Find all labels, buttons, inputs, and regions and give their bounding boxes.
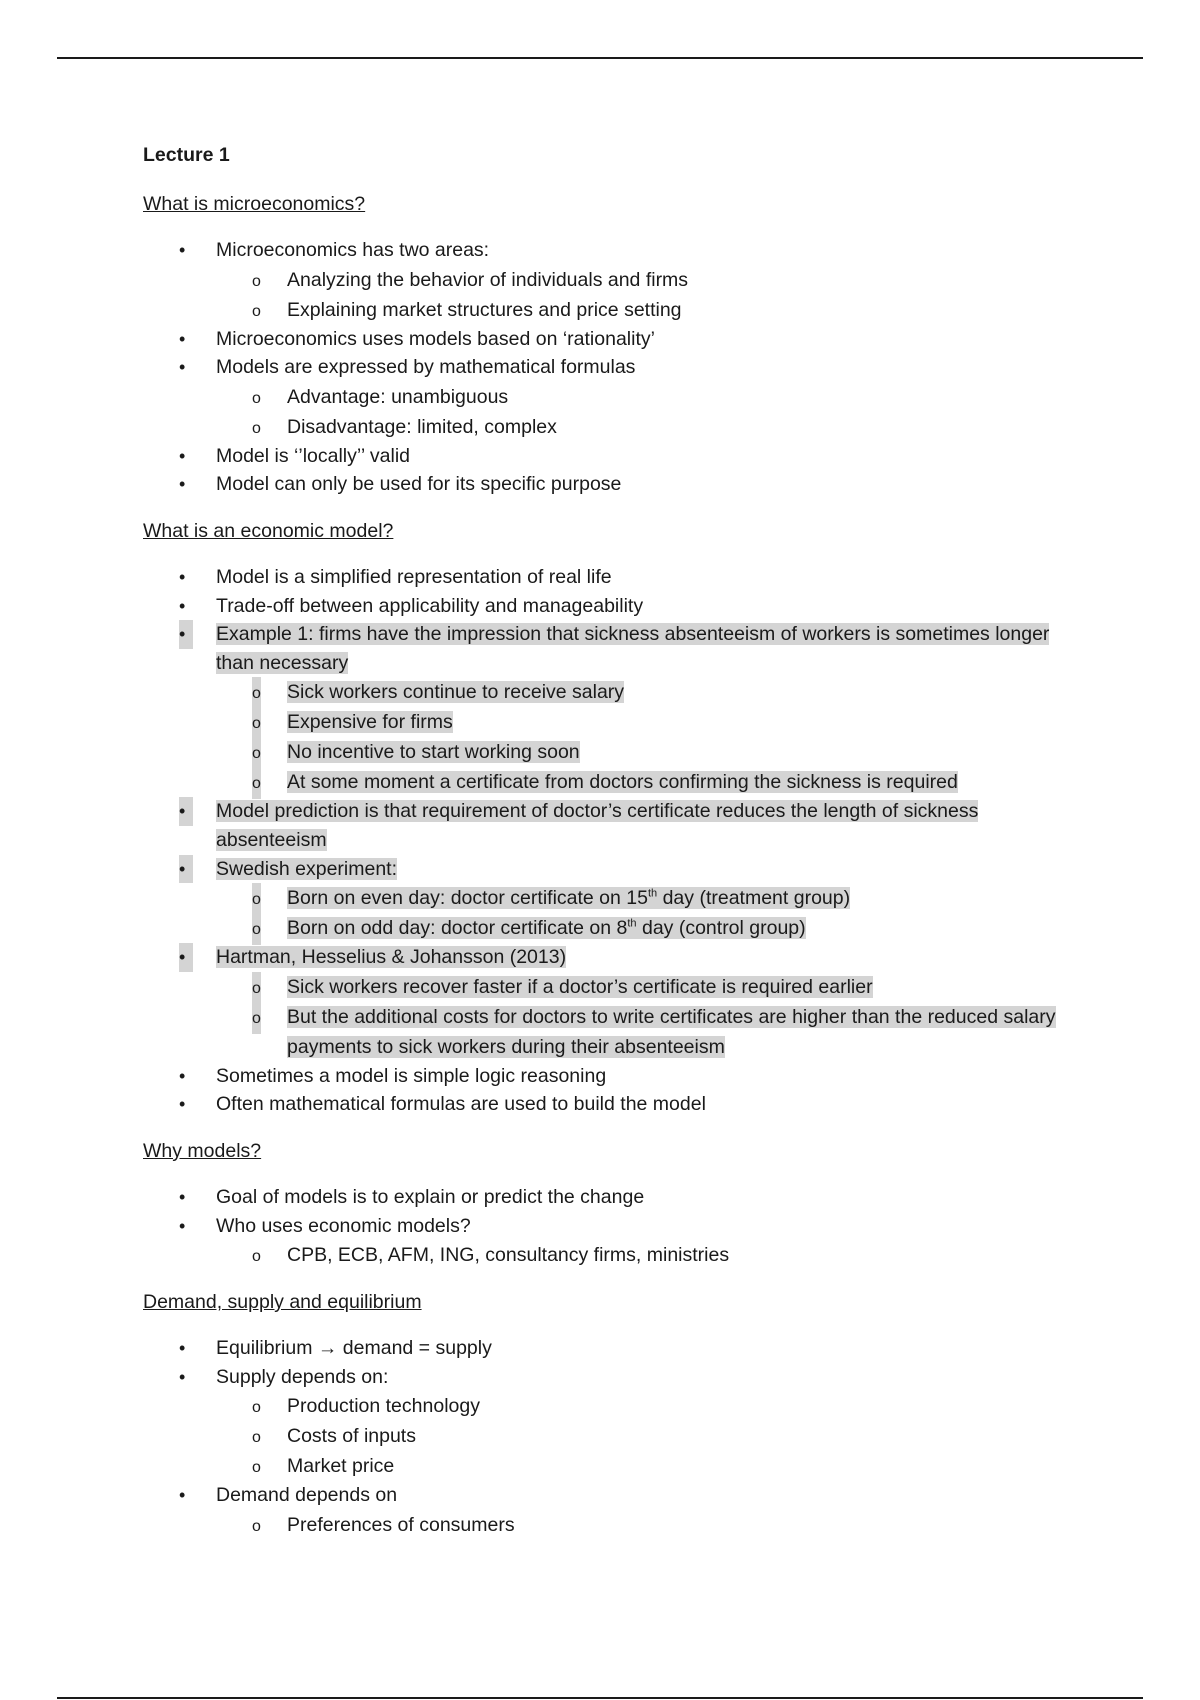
circle-bullet-icon [252, 295, 261, 327]
bullet-list [143, 1183, 1063, 1270]
list-item-highlighted: • Model prediction is that requirement of doctor’s certificate reduces the length of sickness absenteeism [143, 797, 1063, 854]
sub-list-item: o Production technology [143, 1391, 1063, 1421]
header-rule [57, 57, 1143, 59]
sub-list-item: o But the additional costs for doctors to write certificates are higher than the reduced salary payments to sick workers during their absenteeism [143, 1002, 1063, 1062]
circle-bullet-icon [252, 1391, 261, 1423]
sub-list-item: o Market price [143, 1451, 1063, 1481]
lecture-title: Lecture 1 [143, 144, 230, 166]
list-item: • Models are expressed by mathematical formulas o Advantage: unambiguous o Disadvantage: limited, complex [143, 353, 1063, 442]
bullet-icon [179, 1212, 193, 1241]
sub-list [216, 382, 1063, 442]
sub-list-item: o Sick workers recover faster if a doctor’s certificate is required earlier [143, 972, 1063, 1002]
sub-list [216, 1240, 1063, 1270]
bullet-icon [179, 1183, 193, 1212]
list-item: • Goal of models is to explain or predict the change [143, 1183, 1063, 1212]
bullet-icon [179, 236, 193, 265]
bullet-icon [179, 470, 193, 499]
sub-list-item: o No incentive to start working soon [143, 737, 1063, 767]
sub-list-item: o Advantage: unambiguous [143, 382, 1063, 412]
section-heading: What is microeconomics? [143, 193, 366, 215]
bullet-icon [179, 592, 193, 621]
circle-bullet-icon [252, 265, 261, 297]
bullet-icon [179, 620, 193, 649]
list-item: • Microeconomics uses models based on ‘rationality’ [143, 325, 1063, 354]
sub-list [216, 265, 1063, 325]
sub-list-item: o Expensive for firms [143, 707, 1063, 737]
circle-bullet-icon [252, 382, 261, 414]
bullet-icon [179, 1062, 193, 1091]
section-heading: Why models? [143, 1139, 262, 1162]
bullet-icon [179, 1090, 193, 1119]
list-item: • Sometimes a model is simple logic reasoning [143, 1062, 1063, 1091]
sub-list-item: o Explaining market structures and price setting [143, 295, 1063, 325]
list-item: • Often mathematical formulas are used to build the model [143, 1090, 1063, 1119]
sub-list [216, 677, 1063, 797]
circle-bullet-icon [252, 412, 261, 444]
circle-bullet-icon [252, 1421, 261, 1453]
sub-list-item: o Costs of inputs [143, 1421, 1063, 1451]
sub-list-item: o Preferences of consumers [143, 1510, 1063, 1540]
circle-bullet-icon [252, 1510, 261, 1542]
list-item: • Equilibrium → demand = supply [143, 1334, 1063, 1363]
circle-bullet-icon [252, 883, 261, 915]
list-item-highlighted: • Hartman, Hesselius & Johansson (2013) o Sick workers recover faster if a doctor’s certificate is required earlier o But the additional costs for doctors to write certificates are higher than the reduced salary payments to sick workers during their absenteeism [143, 943, 1063, 1062]
bullet-icon [179, 797, 193, 826]
bullet-icon [179, 943, 193, 972]
bullet-list [143, 1334, 1063, 1540]
sub-list [216, 1391, 1063, 1481]
list-item-highlighted: • Example 1: firms have the impression that sickness absenteeism of workers is sometimes longer than necessary o Sick workers continue to receive salary o Expensive for firms o No incentive to start working soon o At some moment a certificate from doctors confirming the sickness is required [143, 620, 1063, 797]
section-heading: What is an economic model? [143, 519, 394, 542]
list-item: • Model can only be used for its specific purpose [143, 470, 1063, 499]
right-arrow-icon: → [317, 1337, 338, 1360]
section-heading: Demand, supply and equilibrium [143, 1291, 422, 1314]
bullet-list [143, 563, 1063, 1119]
list-item: • Model is ‘’locally’’ valid [143, 442, 1063, 471]
sub-list-item: o Born on odd day: doctor certificate on 8th day (control group) [143, 913, 1063, 943]
sub-list-item: o Analyzing the behavior of individuals and firms [143, 265, 1063, 295]
circle-bullet-icon [252, 767, 261, 799]
sub-list [216, 972, 1063, 1062]
bullet-icon [179, 325, 193, 354]
sub-list-item: o CPB, ECB, AFM, ING, consultancy firms, ministries [143, 1240, 1063, 1270]
document-body [143, 143, 1063, 1560]
circle-bullet-icon [252, 737, 261, 769]
circle-bullet-icon [252, 1002, 261, 1034]
list-item: • Trade-off between applicability and manageability [143, 592, 1063, 621]
list-item: • Who uses economic models? o CPB, ECB, AFM, ING, consultancy firms, ministries [143, 1212, 1063, 1271]
bullet-list [143, 236, 1063, 499]
list-item-highlighted: • Swedish experiment: o Born on even day: doctor certificate on 15th day (treatment group) o Born on odd day: doctor certificate on 8th day (control group) [143, 855, 1063, 944]
bullet-icon [179, 1334, 193, 1363]
sub-list [216, 1510, 1063, 1540]
bullet-icon [179, 563, 193, 592]
sub-list-item: o Disadvantage: limited, complex [143, 412, 1063, 442]
circle-bullet-icon [252, 677, 261, 709]
circle-bullet-icon [252, 913, 261, 945]
bullet-icon [179, 442, 193, 471]
circle-bullet-icon [252, 972, 261, 1004]
circle-bullet-icon [252, 1240, 261, 1272]
bullet-icon [179, 353, 193, 382]
list-item: • Demand depends on o Preferences of consumers [143, 1481, 1063, 1540]
sub-list [216, 883, 1063, 943]
sub-list-item: o Born on even day: doctor certificate on 15th day (treatment group) [143, 883, 1063, 913]
list-item: • Microeconomics has two areas: o Analyzing the behavior of individuals and firms o Explaining market structures and price setting [143, 236, 1063, 325]
bullet-icon [179, 855, 193, 884]
footer-rule [57, 1697, 1143, 1699]
bullet-icon [179, 1363, 193, 1392]
circle-bullet-icon [252, 707, 261, 739]
bullet-icon [179, 1481, 193, 1510]
sub-list-item: o At some moment a certificate from doctors confirming the sickness is required [143, 767, 1063, 797]
circle-bullet-icon [252, 1451, 261, 1483]
list-item: • Supply depends on: o Production technology o Costs of inputs o Market price [143, 1363, 1063, 1482]
list-item: • Model is a simplified representation of real life [143, 563, 1063, 592]
sub-list-item: o Sick workers continue to receive salary [143, 677, 1063, 707]
